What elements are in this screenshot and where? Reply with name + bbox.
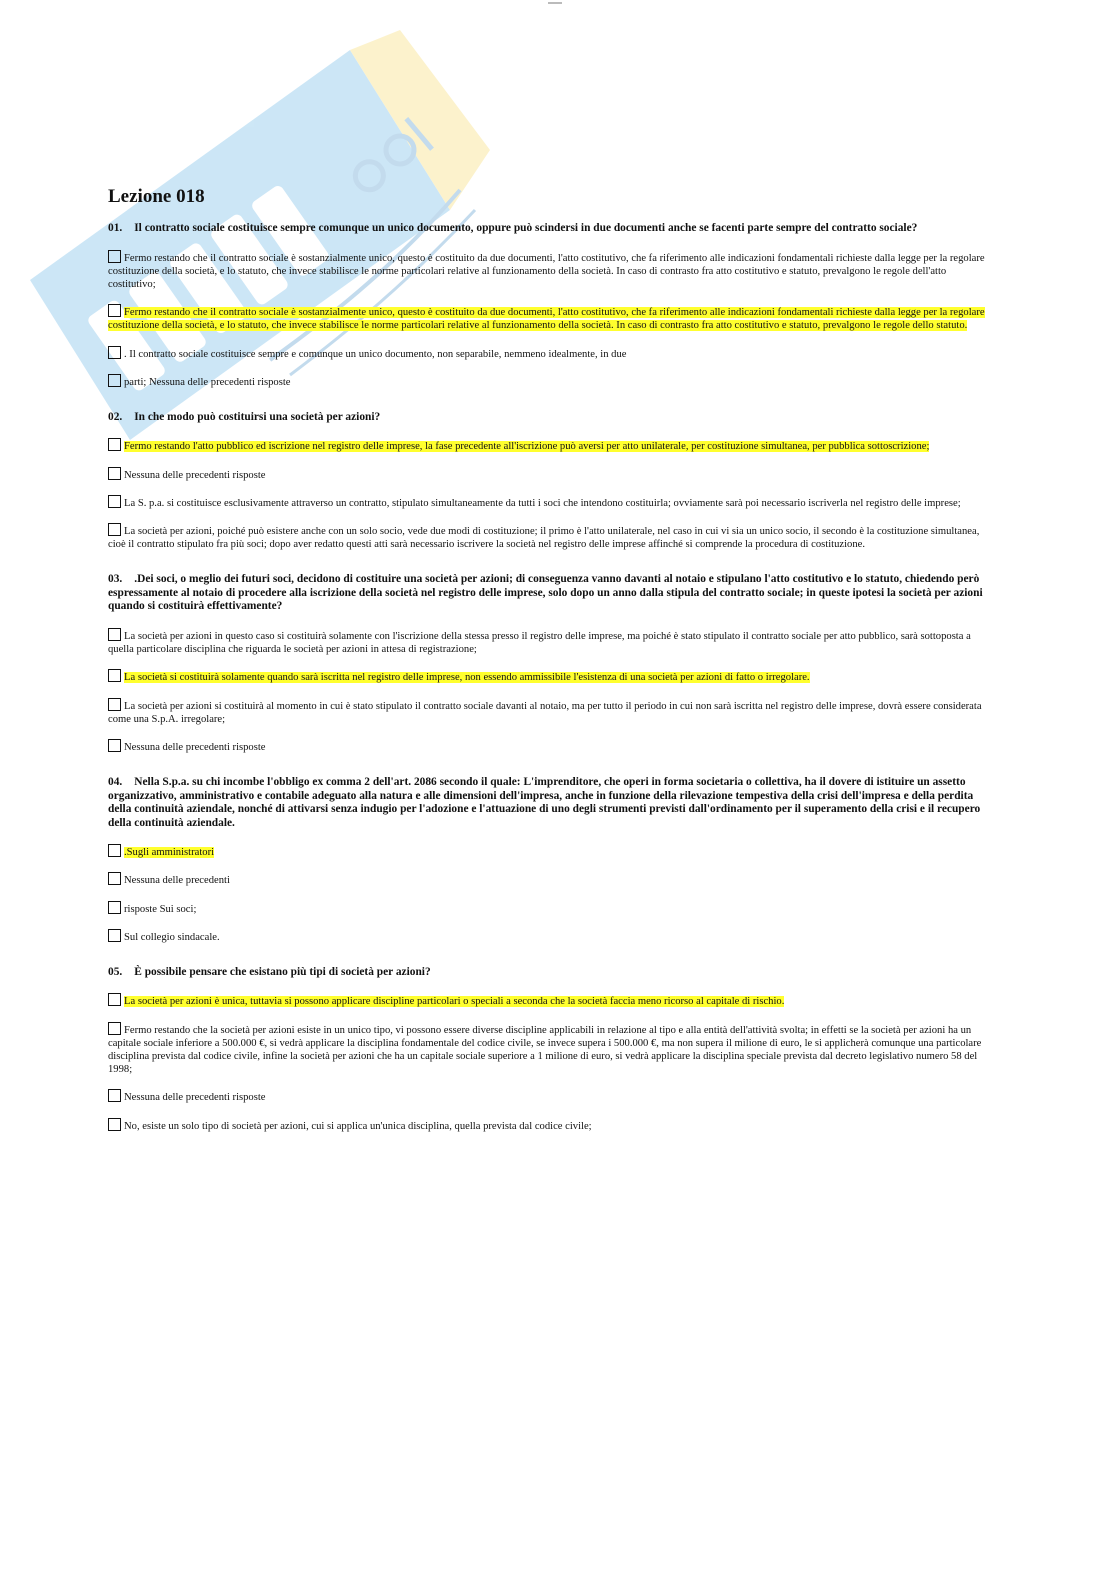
highlighted-answer-text: La società si costituirà solamente quando sarà iscritta nel registro delle imprese, non essendo ammissibile l'esistenza di una società per azioni di fatto o irregolare. [124, 672, 810, 684]
answer-option [108, 495, 988, 510]
question-number: 03. [108, 573, 123, 586]
answer-option [108, 739, 988, 754]
answer-text: Fermo restando che il contratto sociale è sostanzialmente unico, questo è costituito da due documenti, l'atto costitutivo, che fa riferimento alle indicazioni fondamentali richieste dalla legge per la regolare costituzione della società, e lo statuto, che invece stabilisce le norme particolari relative al funzionamento della società. In caso di contrasto fra atto costitutivo e statuto, prevalgono le regole dell'atto costitutivo; [108, 252, 985, 290]
highlighted-answer-text: .Sugli amministratori [124, 847, 215, 859]
answer-option [108, 628, 988, 656]
answer-option [108, 993, 988, 1008]
answer-option [108, 1118, 988, 1133]
question-text [108, 573, 988, 614]
answer-text: La S. p.a. si costituisce esclusivamente attraverso un contratto, stipulato simultaneamente da tutti i soci che intendono costituirla; ovviamente sarà poi necessario iscriverla nel registro delle imprese; [124, 497, 961, 509]
question-number: 05. [108, 965, 123, 978]
answer-text: No, esiste un solo tipo di società per azioni, cui si applica un'unica disciplina, quella prevista dal codice civile; [124, 1120, 592, 1132]
question-text [108, 776, 988, 830]
question-label: È possibile pensare che esistano più tipi di società per azioni? [134, 965, 431, 978]
answer-option [108, 929, 988, 944]
answer-text: Nessuna delle precedenti [124, 875, 230, 887]
question-label: Il contratto sociale costituisce sempre comunque un unico documento, oppure può scindersi in due documenti anche se facenti parte sempre del contratto sociale? [134, 222, 918, 234]
question-label: In che modo può costituirsi una società per azioni? [134, 410, 381, 423]
question-text [108, 222, 988, 236]
answer-checkbox[interactable] [108, 523, 121, 536]
answer-text: . Il contratto sociale costituisce sempre e comunque un unico documento, non separabile, nemmeno idealmente, in due [124, 348, 627, 360]
question-block [108, 411, 988, 552]
answer-checkbox[interactable] [108, 467, 121, 480]
answer-option [108, 250, 988, 292]
highlighted-answer-text: La società per azioni è unica, tuttavia si possono applicare discipline particolari o speciali a seconda che la società faccia meno ricorso al capitale di rischio. [124, 996, 785, 1008]
answer-option [108, 844, 988, 859]
question-text [108, 966, 988, 980]
page-top-mark [548, 2, 562, 4]
answer-checkbox[interactable] [108, 304, 121, 317]
question-label: Nella S.p.a. su chi incombe l'obbligo ex comma 2 dell'art. 2086 secondo il quale: L'imprenditore, che operi in forma societaria o collettiva, ha il dovere di istituire un assetto organizzativo, amministrativo e contabile adeguato alla natura e alle dimensioni dell'impresa, anche in funzione della rilevazione tempestiva della crisi dell'impresa e della perdita della continuità aziendale, nonché di attivarsi senza indugio per l'adozione e l'attuazione di uno degli strumenti previsti dall'ordinamento per il superamento della crisi e il recupero della continuità aziendale. [108, 776, 981, 829]
answer-text: Fermo restando che la società per azioni esiste in un unico tipo, vi possono essere diverse discipline applicabili in relazione al tipo e alla entità dell'attività svolta; in effetti se la società per azioni ha un capitale sociale inferiore a 500.000 €, si vedrà applicare la disciplina fondamentale del codice civile, se invece supera i 500.000 €, ma non supera il milione di euro, le si applicherà comunque una particolare disciplina prevista dal codice civile, infine la società per azioni che ha un capitale sociale superiore a 1 milione di euro, si vedrà applicare la disciplina speciale prevista dal decreto legislativo numero 58 del 1998; [108, 1024, 982, 1076]
answer-option [108, 901, 988, 916]
answer-checkbox[interactable] [108, 844, 121, 857]
answer-option [108, 467, 988, 482]
answer-option [108, 1022, 988, 1077]
answer-text: Sul collegio sindacale. [124, 931, 220, 943]
question-block [108, 776, 988, 944]
answer-text: La società per azioni, poiché può esistere anche con un solo socio, vede due modi di costituzione; il primo è l'atto unilaterale, nel caso in cui vi sia un unico socio, il secondo è la costituzione simultanea, cioè il contratto stipulato fra più soci; dopo aver redatto questi atti sarà necessario iscrivere la società nel registro delle imprese affinché si comprende la procedura di costituzione. [108, 526, 980, 551]
answer-checkbox[interactable] [108, 495, 121, 508]
question-number: 02. [108, 410, 123, 423]
answer-option [108, 872, 988, 887]
answer-checkbox[interactable] [108, 872, 121, 885]
answer-checkbox[interactable] [108, 1089, 121, 1102]
answer-checkbox[interactable] [108, 250, 121, 263]
question-number: 04. [108, 776, 123, 789]
lesson-title: Lezione 018 [108, 186, 205, 207]
answer-option [108, 523, 988, 551]
answer-text: La società per azioni in questo caso si costituirà solamente con l'iscrizione della stessa presso il registro delle imprese, ma poiché è stato stipulato il contratto sociale per atto pubblico, sarà sottoposta a quella particolare disciplina che riguarda le società per azioni in attesa di registrazione; [108, 630, 971, 656]
questions-list [108, 222, 988, 1133]
answer-checkbox[interactable] [108, 901, 121, 914]
answer-text: parti; Nessuna delle precedenti risposte [124, 376, 291, 388]
answer-text: Nessuna delle precedenti risposte [124, 741, 266, 753]
answer-option [108, 346, 988, 361]
answer-checkbox[interactable] [108, 739, 121, 752]
answer-checkbox[interactable] [108, 628, 121, 641]
answer-option [108, 438, 988, 453]
answer-text: Nessuna delle precedenti risposte [124, 1092, 266, 1104]
question-text [108, 411, 988, 425]
answer-option [108, 374, 988, 389]
answer-checkbox[interactable] [108, 993, 121, 1006]
answer-option [108, 698, 988, 726]
answer-text: La società per azioni si costituirà al momento in cui è stato stipulato il contratto sociale davanti al notaio, ma per tutto il periodo in cui non sarà iscritta nel registro delle imprese, dovrà essere considerata come una S.p.A. irregolare; [108, 700, 982, 725]
answer-option [108, 1089, 988, 1104]
question-number: 01. [108, 222, 123, 234]
answer-text: Nessuna delle precedenti risposte [124, 469, 266, 481]
answer-text: risposte Sui soci; [124, 903, 197, 915]
answer-checkbox[interactable] [108, 346, 121, 359]
question-block [108, 222, 988, 389]
question-label: .Dei soci, o meglio dei futuri soci, decidono di costituire una società per azioni; di conseguenza vanno davanti al notaio e stipulano l'atto costitutivo e lo statuto, chiedendo però espressamente al notaio di procedere alla iscrizione della società nel registro delle imprese, solo dopo un anno dalla stipula del contratto sociale; in queste ipotesi la società per azioni quando si costituirà effettivamente? [108, 573, 983, 613]
question-block [108, 573, 988, 754]
answer-checkbox[interactable] [108, 1118, 121, 1131]
document-page [108, 186, 988, 1155]
answer-checkbox[interactable] [108, 929, 121, 942]
answer-checkbox[interactable] [108, 374, 121, 387]
answer-checkbox[interactable] [108, 669, 121, 682]
highlighted-answer-text: Fermo restando l'atto pubblico ed iscrizione nel registro delle imprese, la fase precedente all'iscrizione può aversi per atto unilaterale, per costituzione simultanea, per pubblica sottoscrizione; [124, 441, 930, 453]
answer-checkbox[interactable] [108, 1022, 121, 1035]
answer-option [108, 669, 988, 684]
answer-checkbox[interactable] [108, 698, 121, 711]
answer-option [108, 304, 988, 332]
highlighted-answer-text: Fermo restando che il contratto sociale è sostanzialmente unico, questo è costituito da due documenti, l'atto costitutivo, che fa riferimento alle indicazioni fondamentali richieste dalla legge per la regolare costituzione della società, e lo statuto, che invece stabilisce le norme particolari relative al funzionamento della società. In caso di contrasto fra atto costitutivo e statuto, prevalgono le regole dello statuto. [108, 307, 985, 332]
answer-checkbox[interactable] [108, 438, 121, 451]
question-block [108, 966, 988, 1133]
